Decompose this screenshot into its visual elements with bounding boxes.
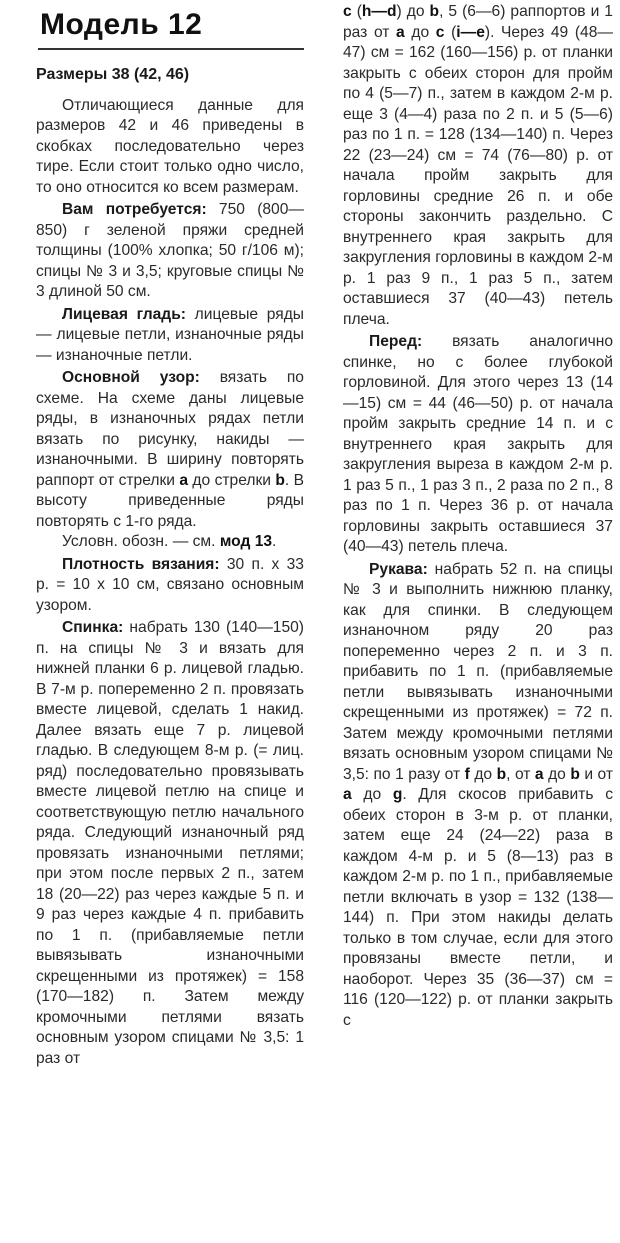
main-pattern-heading: Основной узор:	[62, 369, 200, 386]
back-t5: до	[404, 23, 436, 41]
front-paragraph	[343, 332, 613, 558]
back-t4: , 5 (6—6) раппортов и 1 раз от	[343, 3, 613, 41]
back-mark-1: с	[343, 3, 352, 20]
sleeves-text-1: набрать 52 п. на спицы № 3 и выполнить нижнюю планку, как для спинки. В следующем изнаночном ряду 20 раз попеременно через 2 п. и 3 п. прибавить по 1 п. (прибавляемые петли вывязывать изнаночными скрещенными из протяжек) = 72 п. Затем между кромочными петлями вязать основным узором спицами № 3,5: по 1 разу от	[343, 560, 613, 783]
materials-paragraph	[36, 200, 304, 303]
sleeves-t3: , от	[506, 765, 535, 783]
back-text-2: ). Через 49 (48—47) см = 162 (160—156) р. от планки закрыть с обеих сторон для пройм по 4 (5—7) п., затем в каждом 2-м р. еще 3 (4—4) раза по 2 п. и 5 (5—6) раз по 1 п. = 128 (134—140) п. Через 22 (23—24) см = 74 (76—80) р. от начала пройм закрыть для горловины средние 26 п. и обе стороны закончить раздельно. С внутреннего края закрыть для закругления горловины в каждом 2-м р. 1 раз 9 п., 1 раз 5 п., затем оставшиеся 37 (40—43) петель плеча.	[343, 23, 613, 328]
sleeves-t5: и от	[579, 765, 614, 783]
sleeves-t2: до	[469, 765, 497, 783]
stockinette-paragraph	[36, 305, 304, 367]
left-column	[36, 65, 304, 1069]
main-pattern-text-c: . В высоту приведенные ряды повторять с 1-го ряда.	[36, 471, 304, 530]
back-continuation	[343, 2, 613, 330]
page-title: Модель 12	[40, 8, 203, 41]
sleeves-text-2: . Для скосов прибавить с обеих сторон в 3-м р. от планки, затем еще 24 (24—22) раза в каждом 4-м р. и 5 (8—13) раз в каждом 2-м р. по 1 п., прибавляемые петли включать в узор = 132 (138—144) п. При этом накиды делать только в том случае, если для этого провязаны вместе петли, и наоборот. Через 35 (36—37) см = 116 (120—122) р. от планки закрыть с	[343, 786, 614, 1029]
materials-heading: Вам потребуется:	[62, 201, 207, 218]
stockinette-heading: Лицевая гладь:	[62, 305, 186, 323]
back-heading: Спинка:	[62, 619, 124, 636]
sleeves-mark-3: а	[534, 765, 544, 783]
front-heading: Перед:	[369, 333, 423, 350]
legend-end: .	[272, 533, 277, 550]
back-mark-5: с	[435, 23, 445, 41]
back-mark-6: i—e	[456, 23, 485, 41]
main-pattern-text-a: вязать по схеме. На схеме даны лицевые ряды, в изнаночных рядах петли вязать по рисунку, накиды — изнаночными. В ширину повторять раппорт от стрелки	[36, 369, 304, 489]
arrow-mark-a: а	[179, 471, 189, 489]
materials-text: 750 (800—850) г зеленой пряжи средней толщины (100% хлопка; 50 г/106 м); спицы № 3 и 3,5; круговые спицы № 3 длиной 50 см.	[36, 201, 304, 300]
gauge-heading: Плотность вязания:	[62, 555, 220, 573]
gauge-text: 30 п. х 33 р. = 10 х 10 см, связано основным узором.	[36, 555, 304, 614]
back-mark-2: h—d	[361, 3, 397, 20]
sleeves-mark-1: f	[464, 765, 470, 783]
sleeves-paragraph	[343, 560, 613, 1032]
sleeves-heading: Рукава:	[369, 560, 428, 578]
gauge-paragraph	[36, 555, 304, 617]
back-mark-3: b	[429, 3, 440, 20]
back-text-1: набрать 130 (140—150) п. на спицы № 3 и вязать для нижней планки 6 р. лицевой гладью. В 7-м р. попеременно 2 п. провязать вместе лицевой, сделать 1 накид. Далее вязать еще 7 р. лицевой гладью. В следующем 8-м р. (= лиц. ряд) последовательно провязывать вместе лицевой петлю на спице и соответствующую петлю начального ряда. Следующий изнаночный ряд провязать изнаночными петлями; при этом после первых 2 п., затем 18 (20—22) раз через каждые 5 п. и 9 раз через каждые 4 п. прибавить по 1 п. (прибавляемые петли вывязывать изнаночными скрещенными из протяжек) = 158 (170—182) п. Затем между кромочными петлями вязать основным узором спицами № 3,5: 1 раз от	[36, 619, 304, 1067]
back-t2: (	[351, 3, 362, 20]
back-mark-4: а	[396, 23, 405, 41]
sleeves-mark-6: g	[392, 786, 403, 803]
sleeves-t4: до	[543, 765, 571, 783]
front-text: вязать аналогично спинке, но с более глубокой горловиной. Для этого через 13 (14—15) см = 44 (46—50) р. от начала пройм закрыть средние 14 п. и с внутреннего края закрыть для закругления выреза в каждом 2-м р. 1 раз 5 п., 1 раз 3 п., 2 раза по 2 п., 8 раз по 1 п. Через 36 р. от начала горловины закрыть оставшиеся 37 (40—43) петель плеча.	[343, 333, 613, 555]
main-pattern-paragraph	[36, 368, 304, 532]
right-column	[343, 2, 613, 1031]
sleeves-mark-5: а	[343, 786, 352, 803]
sleeves-mark-4: b	[570, 765, 580, 783]
back-t6: (	[444, 23, 457, 41]
stockinette-text: лицевые ряды — лицевые петли, изнаночные ряды — изнаночные петли.	[36, 305, 304, 364]
legend-reference: мод 13	[219, 533, 273, 550]
title-underline	[38, 48, 304, 50]
back-t3: ) до	[396, 3, 430, 20]
sleeves-mark-2: b	[496, 765, 507, 783]
sizes-heading: Размеры 38 (42, 46)	[36, 66, 190, 83]
main-pattern-text-b: до стрелки	[188, 471, 276, 489]
sleeves-t6: до	[351, 786, 393, 803]
legend-text: Условн. обозн. — см.	[62, 533, 220, 550]
legend-paragraph	[36, 532, 304, 553]
intro-paragraph: Отличающиеся данные для размеров 42 и 46 приведены в скобках последовательно через тире. Если стоит только одно число, то оно относится ко всем размерам.	[36, 96, 304, 196]
arrow-mark-b: b	[275, 471, 285, 489]
back-paragraph	[36, 618, 304, 1069]
